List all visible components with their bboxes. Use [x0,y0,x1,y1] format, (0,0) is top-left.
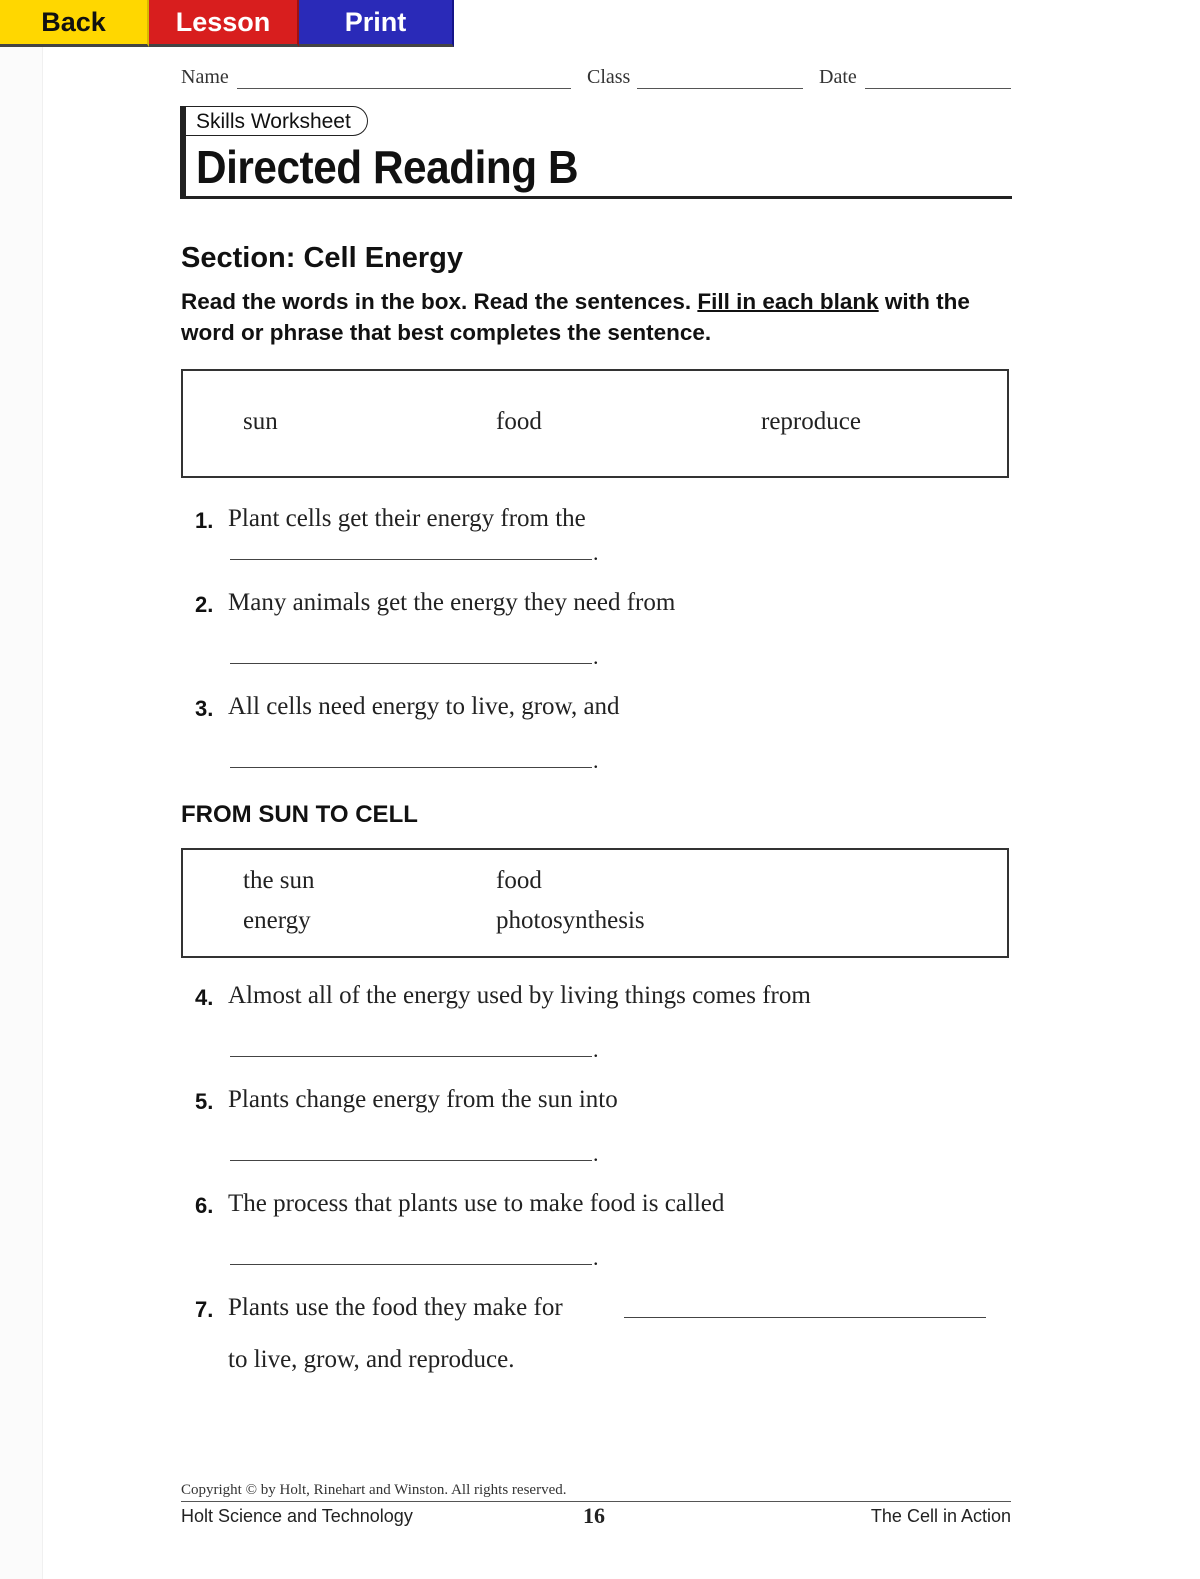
copyright-notice: Copyright © by Holt, Rinehart and Winston. All rights reserved. [181,1482,567,1498]
blank-period: . [593,540,599,565]
nav-bar [0,0,454,47]
class-label: Class [587,66,631,88]
question-text: All cells need energy to live, grow, and [228,693,620,720]
word-bank-item: food [496,867,542,894]
footer-divider [181,1501,1011,1502]
footer-chapter-title: The Cell in Action [870,1506,1011,1526]
footer-book-title: Holt Science and Technology [181,1506,413,1526]
back-button[interactable]: Back [0,0,149,47]
worksheet-type-badge: Skills Worksheet [186,106,368,136]
class-blank [637,88,803,89]
question-text: Plant cells get their energy from the [228,505,586,532]
blank-period: . [593,1141,599,1166]
print-button[interactable]: Print [299,0,454,47]
section-heading: Section: Cell Energy [181,242,464,274]
answer-blank[interactable] [230,663,592,664]
question-text: Almost all of the energy used by living things comes from [228,982,811,1009]
answer-blank[interactable] [230,559,592,560]
instructions [181,286,1011,348]
question-number: 4. [195,985,214,1010]
question-number: 6. [195,1193,214,1218]
subsection-heading: FROM SUN TO CELL [181,801,418,828]
page-margin [0,0,43,1579]
word-bank-item: energy [243,907,311,934]
answer-blank[interactable] [230,1056,592,1057]
question-number: 7. [195,1297,214,1322]
page-title: Directed Reading B [196,141,579,193]
word-bank-item: sun [243,408,278,435]
title-divider [180,196,1012,199]
answer-blank[interactable] [624,1317,986,1318]
student-info-header [181,66,1011,92]
name-label: Name [181,66,229,88]
question-number: 2. [195,592,214,617]
lesson-button[interactable]: Lesson [149,0,299,47]
question-text: Plants use the food they make for [228,1294,563,1321]
blank-period: . [593,1037,599,1062]
blank-period: . [593,748,599,773]
question-continuation: to live, grow, and reproduce. [228,1346,515,1373]
question-number: 1. [195,508,214,533]
instructions-underlined: Fill in each blank [697,289,879,314]
answer-blank[interactable] [230,767,592,768]
name-blank [237,88,571,89]
answer-blank[interactable] [230,1264,592,1265]
word-bank-item: the sun [243,867,315,894]
word-bank-item: photosynthesis [496,907,645,934]
question-text: The process that plants use to make food is called [228,1190,725,1217]
date-label: Date [819,66,857,88]
question-text: Many animals get the energy they need from [228,589,676,616]
instructions-text-2: with the word or phrase that best completes the sentence. [181,289,970,345]
instructions-text-1: Read the words in the box. Read the sentences. [181,289,698,314]
blank-period: . [593,644,599,669]
blank-period: . [593,1245,599,1270]
question-number: 5. [195,1089,214,1114]
answer-blank[interactable] [230,1160,592,1161]
date-blank [865,88,1011,89]
word-box-1 [181,369,1009,478]
word-box-2 [181,848,1009,958]
word-bank-item: food [496,408,542,435]
question-number: 3. [195,696,214,721]
page-number: 16 [583,1503,605,1528]
question-text: Plants change energy from the sun into [228,1086,618,1113]
word-bank-item: reproduce [761,408,861,435]
